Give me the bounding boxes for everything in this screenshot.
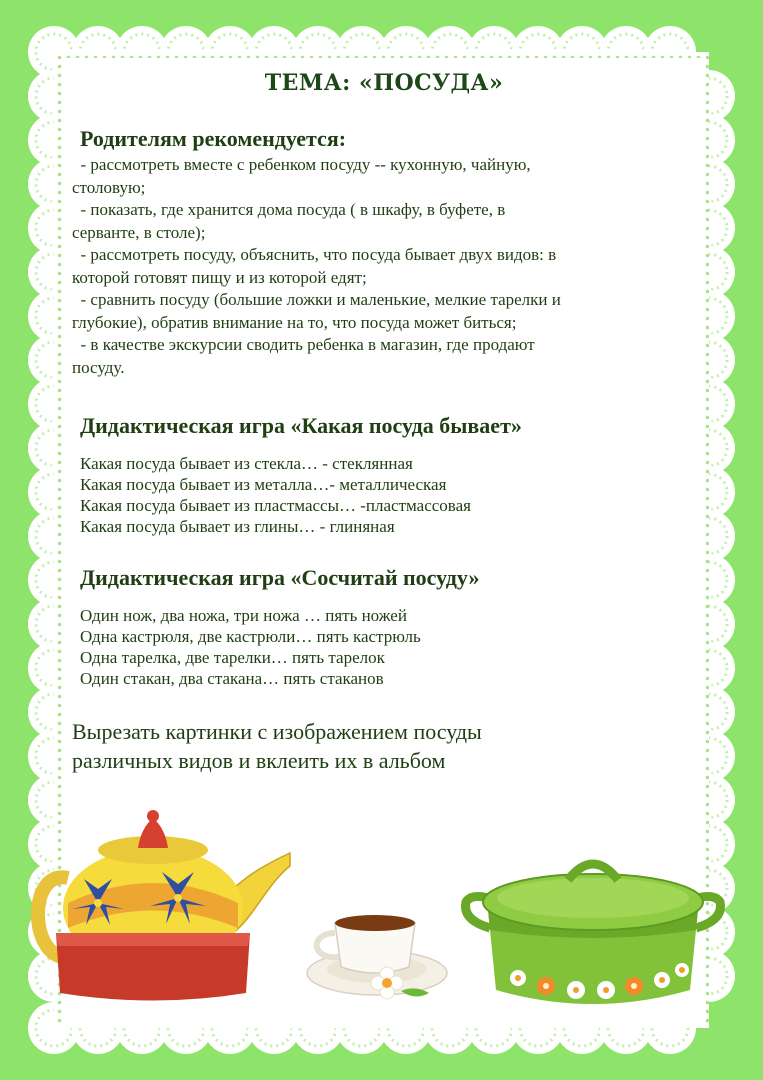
page-title: ТЕМА: «ПОСУДА»: [264, 70, 504, 96]
recommendation-line: - в качестве экскурсии сводить ребенка в магазин, где продают: [72, 335, 535, 354]
recommendation-line: посуду.: [72, 357, 125, 377]
cut-out-task: [72, 717, 696, 775]
game-materials-line: Какая посуда бывает из глины… - глиняная: [80, 517, 395, 536]
parents-recommendations: [72, 126, 696, 379]
game-counting-line: Один нож, два ножа, три ножа … пять ножей: [80, 606, 407, 625]
recommendation-line: - рассмотреть вместе с ребенком посуду -- кухонную, чайную,: [72, 155, 531, 174]
cut-out-line: Вырезать картинки с изображением посуды: [72, 719, 482, 744]
recommendation-line: серванте, в столе);: [72, 222, 206, 242]
pot-illustration: [458, 840, 738, 1020]
game-materials-heading: Дидактическая игра «Какая посуда бывает»: [80, 413, 522, 438]
game-counting-line: Одна тарелка, две тарелки… пять тарелок: [80, 648, 385, 667]
game-counting-line: Один стакан, два стакана… пять стаканов: [80, 669, 384, 688]
recommendation-line: - показать, где хранится дома посуда ( в шкафу, в буфете, в: [72, 200, 506, 219]
recommendation-line: глубокие), обратив внимание на то, что посуда может биться;: [72, 312, 517, 332]
teapot-illustration: [28, 808, 298, 1008]
didactic-game-counting: [72, 565, 696, 689]
recommendation-line: которой готовят пищу и из которой едят;: [72, 267, 367, 287]
recommendation-line: - рассмотреть посуду, объяснить, что посуда бывает двух видов: в: [72, 245, 557, 264]
recommendations-heading: Родителям рекомендуется:: [80, 126, 347, 151]
handout-text: [72, 70, 696, 775]
recommendation-line: столовую;: [72, 177, 146, 197]
recommendation-line: - сравнить посуду (большие ложки и маленькие, мелкие тарелки и: [72, 290, 561, 309]
didactic-game-materials: [72, 413, 696, 537]
game-materials-line: Какая посуда бывает из металла…- металлическая: [80, 475, 447, 494]
cut-out-line: различных видов и вклеить их в альбом: [72, 748, 446, 773]
game-materials-line: Какая посуда бывает из пластмассы… -пластмассовая: [80, 496, 471, 515]
game-counting-line: Одна кастрюля, две кастрюли… пять кастрюль: [80, 627, 421, 646]
teacup-illustration: [305, 905, 455, 1015]
game-materials-line: Какая посуда бывает из стекла… - стеклянная: [80, 454, 413, 473]
game-counting-heading: Дидактическая игра «Сосчитай посуду»: [80, 565, 480, 590]
